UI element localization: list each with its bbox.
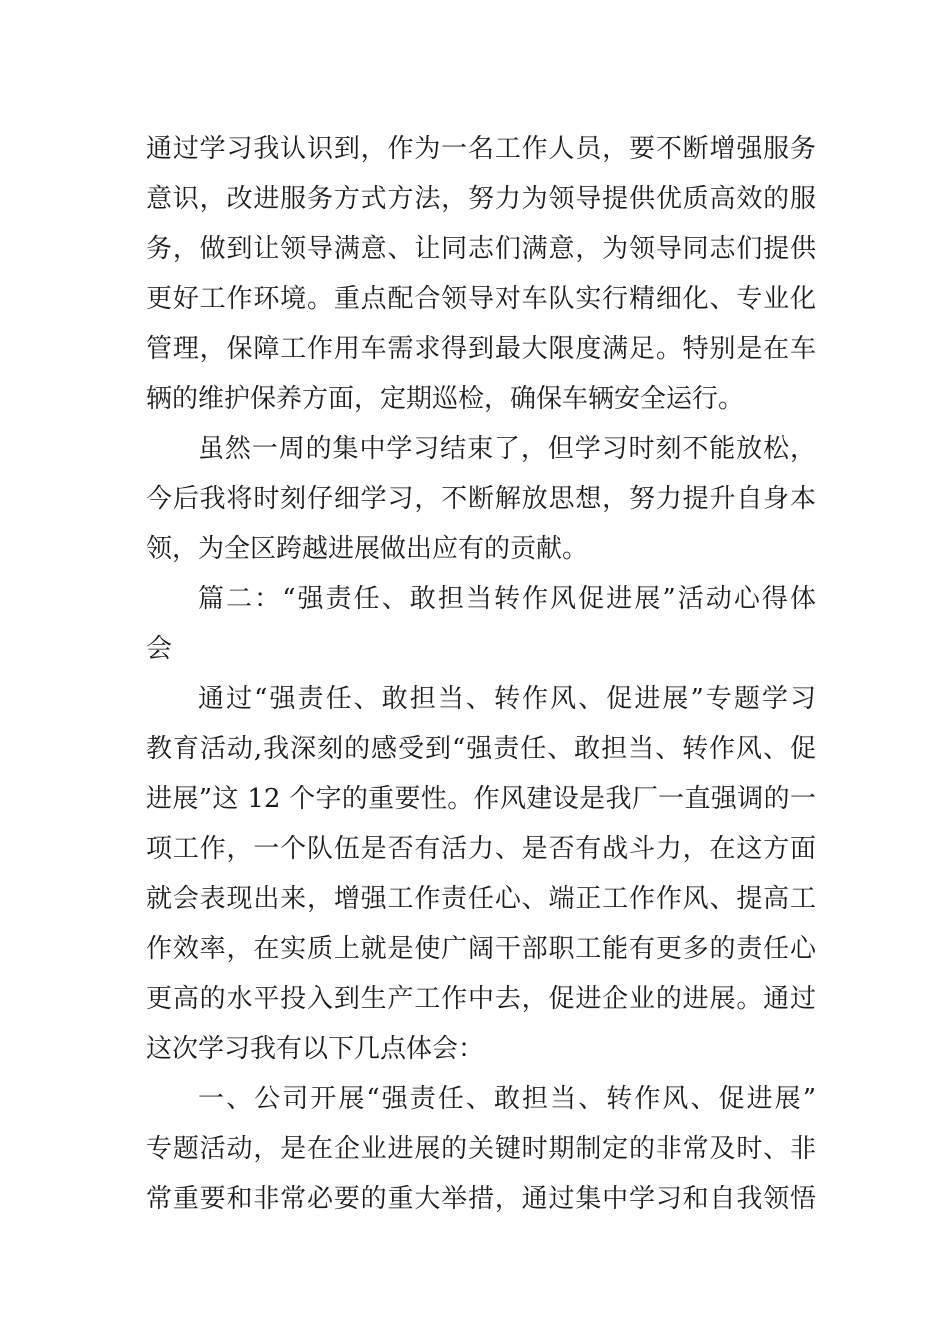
text-line: 领，为全区跨越进展做出应有的贡献。	[146, 534, 589, 564]
section-heading-line: 篇二：“强责任、敢担当转作风促进展”活动心得体	[198, 584, 816, 614]
text-line: 更高的水平投入到生产工作中去，促进企业的进展。通过	[146, 984, 816, 1014]
paragraph-first-line: 通过“强责任、敢担当、转作风、促进展”专题学习	[198, 684, 816, 714]
text-line: 今后我将时刻仔细学习，不断解放思想，努力提升自身本	[146, 484, 816, 514]
text-line: 作效率，在实质上就是使广阔干部职工能有更多的责任心	[146, 934, 816, 964]
text-line: 意识，改进服务方式方法，努力为领导提供优质高效的服	[146, 184, 816, 214]
paragraph-first-line: 虽然一周的集中学习结束了，但学习时刻不能放松，	[198, 434, 816, 464]
text-line: 项工作，一个队伍是否有活力、是否有战斗力，在这方面	[146, 834, 816, 864]
text-line: 通过学习我认识到，作为一名工作人员，要不断增强服务	[146, 134, 816, 164]
section-heading-line: 会	[146, 634, 173, 664]
document-body	[146, 124, 816, 1224]
text-line: 常重要和非常必要的重大举措，通过集中学习和自我领悟	[146, 1184, 816, 1214]
text-line: 进展”这 12 个字的重要性。作风建设是我厂一直强调的一	[146, 784, 816, 814]
text-line: 教育活动,我深刻的感受到“强责任、敢担当、转作风、促	[146, 734, 816, 764]
text-line: 这次学习我有以下几点体会：	[146, 1034, 485, 1064]
text-line: 辆的维护保养方面，定期巡检，确保车辆安全运行。	[146, 384, 745, 414]
text-line: 管理，保障工作用车需求得到最大限度满足。特别是在车	[146, 334, 816, 364]
text-line: 务，做到让领导满意、让同志们满意，为领导同志们提供	[146, 234, 816, 264]
paragraph-first-line: 一、公司开展“强责任、敢担当、转作风、促进展”	[198, 1084, 816, 1114]
text-line: 专题活动，是在企业进展的关键时期制定的非常及时、非	[146, 1134, 816, 1164]
text-line: 更好工作环境。重点配合领导对车队实行精细化、专业化	[146, 284, 816, 314]
text-line: 就会表现出来，增强工作责任心、端正工作作风、提高工	[146, 884, 816, 914]
